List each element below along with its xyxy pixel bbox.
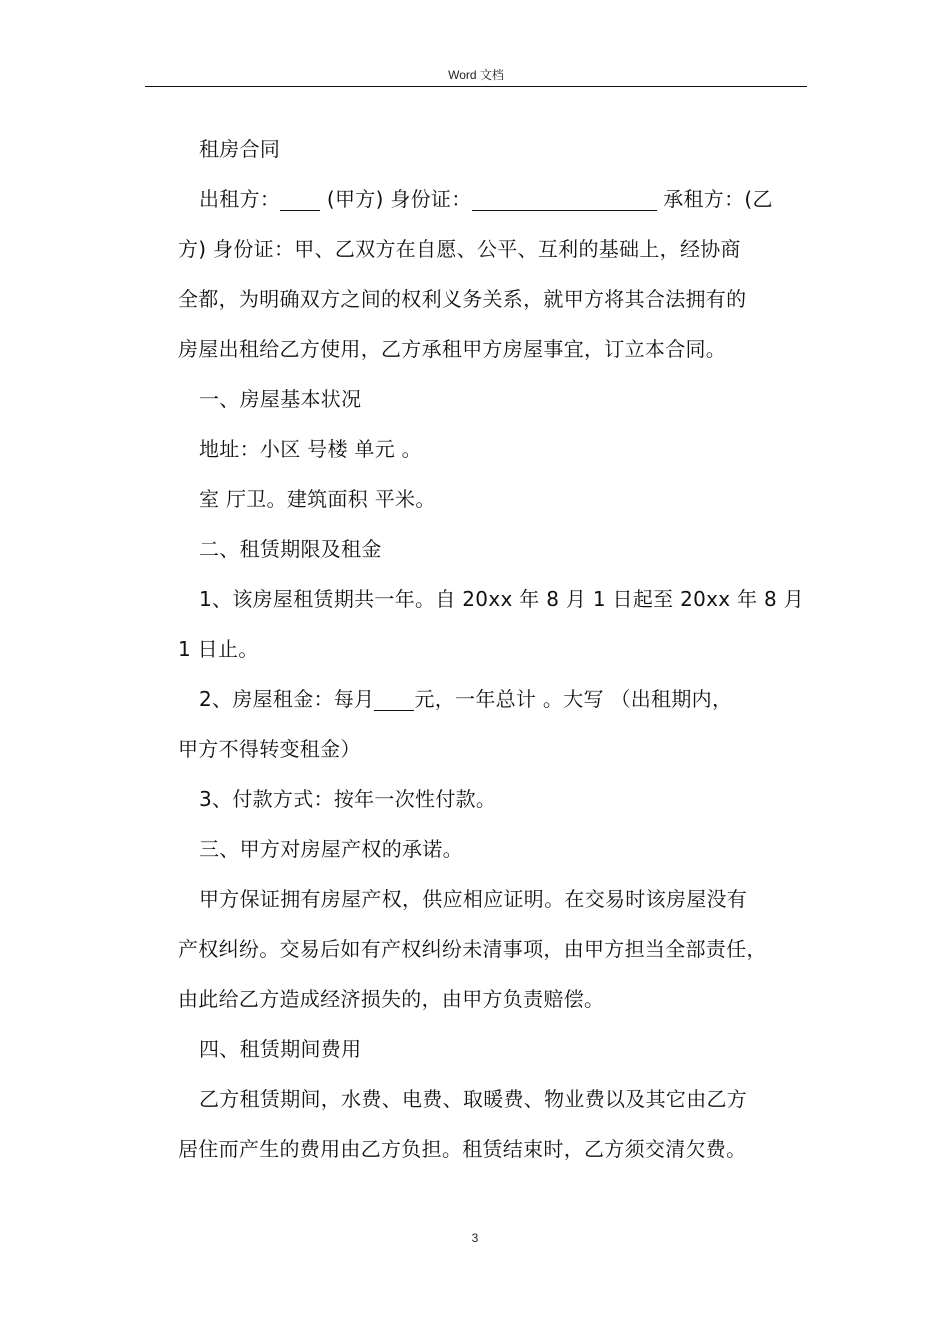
document-body [178,124,818,1174]
lessor-party-label: (甲方) 身份证： [320,187,472,211]
lessor-name-blank [280,188,320,211]
rent-suffix: 元，一年总计 。大写 （出租期内， [414,687,733,711]
parties-line-4: 房屋出租给乙方使用，乙方承租甲方房屋事宜，订立本合同。 [178,337,727,361]
section3-line3: 由此给乙方造成经济损失的，由甲方负责赔偿。 [178,987,605,1011]
parties-line-1 [178,174,818,224]
section2-item2-line2: 甲方不得转变租金） [178,737,361,761]
section2-item3: 3、付款方式：按年一次性付款。 [199,787,497,811]
parties-line-2: 方) 身份证：甲、乙双方在自愿、公平、互利的基础上，经协商 [178,237,741,261]
section1-address: 地址：小区 号楼 单元 。 [199,437,422,461]
section4-heading: 四、租赁期间费用 [199,1037,362,1061]
lessor-id-blank [472,188,657,211]
document-title: 租房合同 [199,137,281,161]
lessor-label: 出租方： [199,187,281,211]
section2-item1-line2: 1 日止。 [178,637,259,661]
section2-item1-line1: 1、该房屋租赁期共一年。自 20xx 年 8 月 1 日起至 20xx 年 8 月 [199,587,805,611]
page-header: Word 文档 [448,68,504,82]
section2-item2 [178,674,818,724]
section3-line2: 产权纠纷。交易后如有产权纠纷未清事项，由甲方担当全部责任， [178,937,767,961]
section1-heading: 一、房屋基本状况 [199,387,362,411]
rent-prefix: 2、房屋租金：每月 [199,687,375,711]
section4-line2: 居住而产生的费用由乙方负担。租赁结束时，乙方须交清欠费。 [178,1137,747,1161]
section1-rooms: 室 厅卫。建筑面积 平米。 [199,487,436,511]
header-divider [145,86,807,87]
section3-heading: 三、甲方对房屋产权的承诺。 [199,837,463,861]
section3-line1: 甲方保证拥有房屋产权，供应相应证明。在交易时该房屋没有 [199,887,748,911]
lessee-label: 承租方：(乙 [656,187,773,211]
rent-amount-blank [374,688,414,711]
section2-heading: 二、租赁期限及租金 [199,537,382,561]
page-number: 3 [471,1231,479,1245]
section4-line1: 乙方租赁期间，水费、电费、取暖费、物业费以及其它由乙方 [199,1087,748,1111]
parties-line-3: 全都，为明确双方之间的权利义务关系，就甲方将其合法拥有的 [178,287,747,311]
